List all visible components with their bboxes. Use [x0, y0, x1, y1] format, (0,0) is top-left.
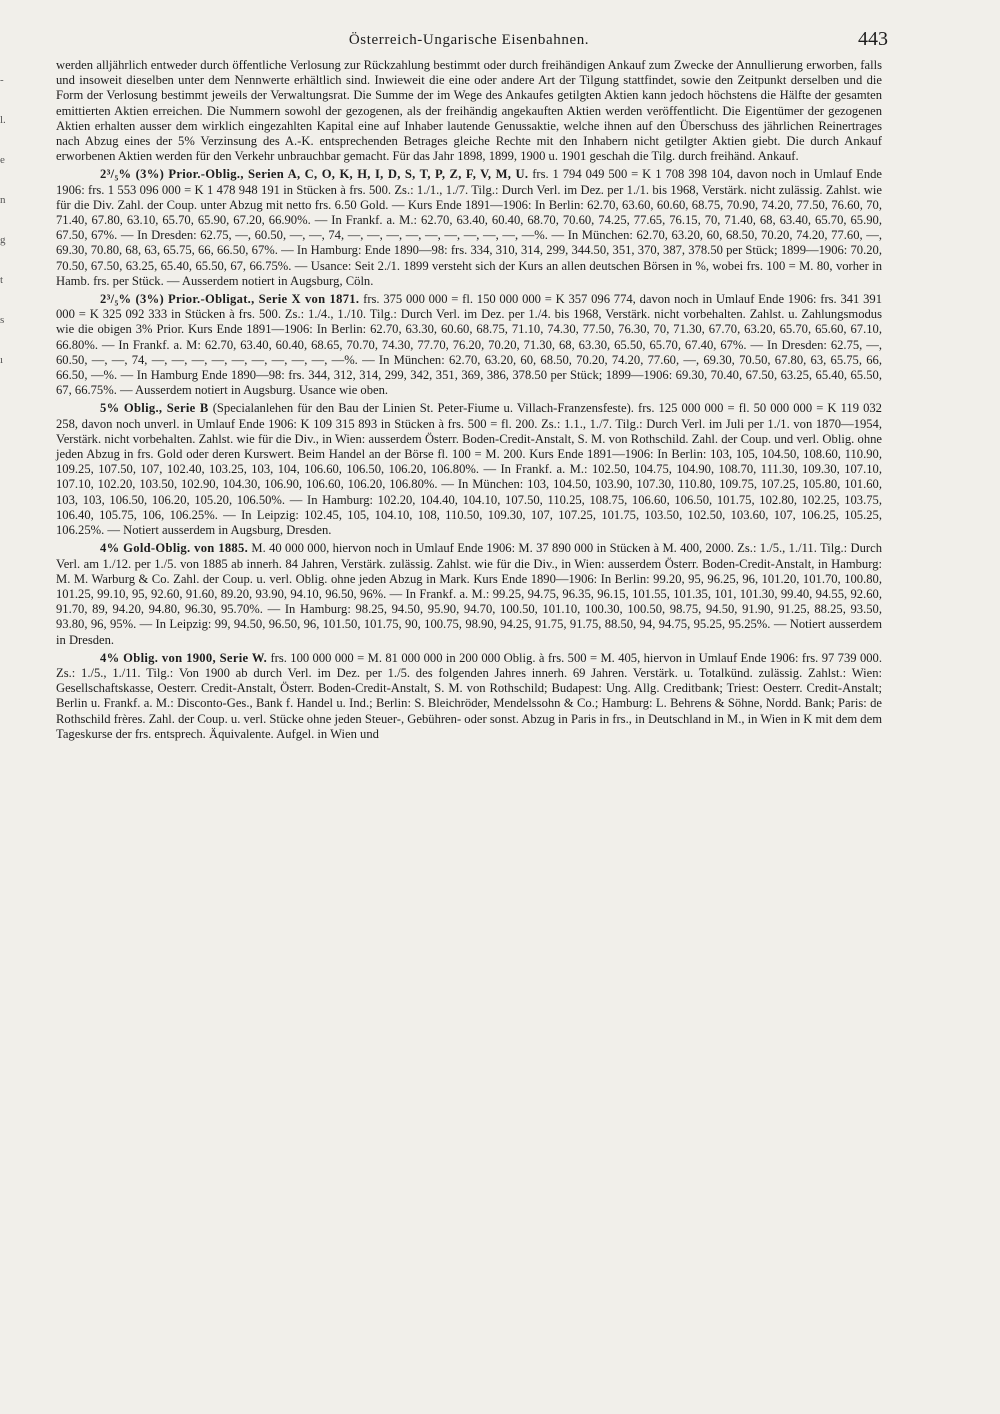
entry-heading: 5% Oblig., Serie B	[100, 401, 209, 416]
body-paragraph	[56, 401, 882, 538]
paragraph-text: frs. 1 794 049 500 = K 1 708 398 104, davon noch in Umlauf Ende 1906: frs. 1 553 096 000 = K 1 478 948 191 in Stücken à frs. 500. Zs.: 1./1., 1./7. Tilg.: Durch Verl. im Dez. per 1./1. bis 1968, Verstärk. nicht zulässig. Zahlst. wie für die Div. Zahl. der Coup. unter Abzug mit netto frs. 6.50 Gold. — Kurs Ende 1891—1906: In Berlin: 62.70, 63.60, 60.60, 68.75, 70.90, 74.20, 77.50, 76.60, 70, 71.40, 67.80, 63.10, 65.70, 65.90, 67.20, 66.90%. — In Frankf. a. M.: 62.70, 63.40, 60.40, 68.70, 70.60, 74.25, 77.65, 76.15, 70, 71.40, 68, 63.40, 65.70, 65.90, 67.50, 67%. — In Dresden: 62.75, —, 60.50, —, —, 74, —, —, —, —, —, —, —, —, —, —%. — In München: 62.70, 63.20, 60, 68.50, 70.20, 74.20, 77.60, —, 69.30, 70.80, 68, 63, 65.75, 66, 66.50, 67%. — In Hamburg: Ende 1890—98: frs. 334, 310, 314, 299, 344.50, 351, 370, 387, 378.50 per Stück; 1899—1906: 70.20, 70.50, 67.50, 63.25, 65.40, 65.50, 67, 66.75%. — Usance: Seit 2./1. 1899 versteht sich der Kurs an allen deutschen Börsen in %, wobei frs. 100 = M. 80, vorher in Hamb. frs. per Stück. — Ausserdem notiert in Augsburg, Cöln.	[56, 167, 882, 288]
paragraph-text: werden alljährlich entweder durch öffentliche Verlosung zur Rückzahlung bestimmt oder durch freihändigen Ankauf zum Zwecke der Annullierung erworben, falls und insoweit dieselben unter dem Nennwerte erhältlich sind. Inwieweit die eine oder andere Art der Tilgung stattfindet, sowie den Zeitpunkt derselben und die Form der Verlosung bestimmt jeweils der Verwaltungsrat. Die Summe der im Wege des Ankaufes getilgten Aktien kann jedoch höchstens die Hälfte der gesamten emittierten Aktien erreichen. Die Nummern sowohl der gezogenen, als der freihändig angekauften Aktien werden veröffentlicht. Die Eigentümer der gezogenen Aktien erhalten ausser dem wirklich eingezahlten Kapital eine auf Inhaber lautende Genussaktie, welche ihnen auf den Überschuss des jährlichen Reinertrages nach Abzug eines der 5% Verzinsung des A.-K. entsprechenden Betrages gleiche Rechte mit den Inhabern nicht getilgter Aktien giebt. Die durch Ankauf erworbenen Aktien werden für den Verkehr unbrauchbar gemacht. Für das Jahr 1898, 1899, 1900 u. 1901 geschah die Tilg. durch freihänd. Ankauf.	[56, 58, 882, 164]
body-paragraph	[56, 58, 882, 164]
body-paragraph	[56, 292, 882, 398]
entry-heading: 4% Gold-Oblig. von 1885.	[100, 541, 249, 556]
paragraph-text: M. 40 000 000, hiervon noch in Umlauf Ende 1906: M. 37 890 000 in Stücken à M. 400, 2000. Zs.: 1./5., 1./11. Tilg.: Durch Verl. am 1./12. per 1./5. von 1885 ab innerh. 84 Jahren, Verstärk. zulässig. Zahlst. wie für die Div., in Wien: ausserdem Österr. Boden-Credit-Anstalt, in Hamburg: M. M. Warburg & Co. Zahl. der Coup. u. verl. Oblig. ohne jeden Abzug in Mark. Kurs Ende 1890—1906: In Berlin: 99.20, 95, 96.25, 96, 101.20, 101.70, 100.80, 101.25, 99.10, 95, 92.60, 91.60, 89.20, 93.90, 94.10, 96.50, 96%. — In Frankf. a. M.: 99.25, 94.75, 96.35, 96.15, 101.55, 101.35, 101, 101.30, 99.40, 94.55, 92.60, 91.70, 89, 94.20, 94.80, 96.30, 95.70%. — In Hamburg: 98.25, 94.50, 95.90, 94.70, 100.50, 101.10, 100.30, 100.50, 98.75, 94.50, 91.90, 91.25, 88.25, 93.50, 93.80, 96, 95%. — In Leipzig: 99, 94.50, 96.50, 96, 101.50, 101.75, 90, 100.75, 98.90, 94.25, 91.75, 91.75, 88.50, 94, 94.75, 95.25, 95.25%. — Notiert ausserdem in Dresden.	[56, 541, 882, 647]
margin-mark: -	[0, 74, 4, 86]
margin-mark: n	[0, 194, 6, 206]
page-number: 443	[858, 28, 888, 50]
entry-heading: 2³/₅% (3%) Prior.-Obligat., Serie X von 1871.	[100, 292, 360, 307]
margin-mark: s	[0, 314, 5, 326]
margin-mark: e	[0, 154, 5, 166]
page-header	[56, 28, 888, 58]
margin-mark: g	[0, 234, 6, 246]
margin-mark: l.	[0, 114, 6, 126]
body-paragraph	[56, 541, 882, 647]
margin-mark: t	[0, 274, 4, 286]
body-paragraph	[56, 167, 882, 289]
body-paragraph	[56, 651, 882, 742]
running-head: Österreich-Ungarische Eisenbahnen.	[348, 32, 590, 48]
entry-heading: 2³/₅% (3%) Prior.-Oblig., Serien A, C, O, K, H, I, D, S, T, P, Z, F, V, M, U.	[100, 167, 529, 182]
book-page	[56, 28, 888, 1398]
page-body	[56, 58, 882, 742]
left-margin-marks	[0, 60, 14, 366]
margin-mark: ı	[0, 354, 4, 366]
paragraph-text: frs. 100 000 000 = M. 81 000 000 in 200 000 Oblig. à frs. 500 = M. 405, hiervon in Umlauf Ende 1906: frs. 97 739 000. Zs.: 1./5., 1./11. Tilg.: Von 1900 ab durch Verl. im Dez. per 1./5. des folgenden Jahres innerh. 69 Jahren. Verstärk. u. Totalkünd. zulässig. Zahlst.: Wien: Gesellschaftskasse, Oesterr. Credit-Anstalt, Österr. Boden-Credit-Anstalt, S. M. von Rothschild; Budapest: Ung. Allg. Creditbank; Triest: Oesterr. Credit-Anstalt; Berlin u. Frankf. a. M.: Disconto-Ges., Bank f. Handel u. Ind.; Berlin: S. Bleichröder, Mendelssohn & Co.; Hamburg: L. Behrens & Söhne, Nordd. Bank; Paris: de Rothschild frères. Zahl. der Coup. u. verl. Stücke ohne jeden Steuer-, Gebühren- oder sonst. Abzug in Paris in frs., in Deutschland in M., in Wien in K mit dem dem Tageskurse der frs. entsprech. Äquivalente. Aufgel. in Wien und	[56, 650, 883, 741]
paragraph-text: (Specialanlehen für den Bau der Linien St. Peter-Fiume u. Villach-Franzensfeste). frs. 125 000 000 = fl. 50 000 000 = K 119 032 258, davon noch unverl. in Umlauf Ende 1906: K 109 315 893 in Stücken à frs. 500 = fl. 200. Zs.: 1.1., 1./7. Tilg.: Durch Verl. im Juli per 1./1. von 1870—1954, Verstärk. nicht vorbehalten. Zahlst. wie für die Div., in Wien: ausserdem Österr. Boden-Credit-Anstalt, S. M. von Rothschild. Zahl. der Coup. und verl. Oblig. ohne jeden Abzug in frs. Gold oder deren Kurswert. Beim Handel an der Börse fl. 100 = M. 200. Kurs Ende 1891—1906: In Berlin: 103, 105, 104.50, 108.60, 110.90, 109.25, 107.50, 107, 102.40, 103.25, 103, 104, 106.60, 106.50, 106.20, 106.80%. — In Frankf. a. M.: 102.50, 104.75, 104.90, 108.70, 111.30, 109.30, 107.10, 107.10, 102.20, 103.50, 102.90, 104.30, 106.90, 106.60, 106.20, 106.80%. — In München: 103, 104.50, 103.90, 107.30, 110.80, 109.75, 107.25, 105.80, 101.60, 103, 103, 106.50, 106.20, 105.20, 106.50%. — In Hamburg: 102.20, 104.40, 104.10, 107.50, 110.25, 108.75, 106.60, 106.50, 101.75, 102.80, 102.25, 103.75, 106.40, 105.75, 106, 106.25%. — In Leipzig: 102.45, 105, 104.10, 108, 110.50, 109.30, 107, 107.25, 101.75, 103.50, 102.50, 103.60, 107, 106.25, 105.25, 106.25%. — Notiert ausserdem in Augsburg, Dresden.	[56, 401, 882, 538]
paragraph-text: frs. 375 000 000 = fl. 150 000 000 = K 357 096 774, davon noch in Umlauf Ende 1906: frs. 341 391 000 = K 325 092 333 in Stücken à frs. 500. Zs.: 1./4., 1./10. Tilg.: Durch Verl. im Dez. per 1./4. bis 1968, Verstärk. nicht vorbehalten. Zahlst. u. Zahlungsmodus wie die obigen 3% Prior. Kurs Ende 1891—1906: In Berlin: 62.70, 63.30, 60.60, 68.75, 71.10, 74.30, 77.50, 76.30, 70, 71.30, 67.70, 63.20, 65.70, 65.60, 67.10, 66.80%. — In Frankf. a. M: 62.70, 63.40, 60.40, 68.65, 70.70, 74.30, 77.70, 76.20, 70.20, 71.30, 68, 63.30, 65.50, 65.70, 67.40, 67%. — In Dresden: 62.75, —, 60.50, —, —, 74, —, —, —, —, —, —, —, —, —, —%. — In München: 62.70, 63.20, 60, 68.50, 70.20, 74.20, 77.60, —, 69.30, 70.50, 67.80, 63, 65.75, 66, 66.50, —%. — In Hamburg Ende 1890—98: frs. 344, 312, 314, 299, 342, 351, 369, 386, 378.50 per Stück; 1899—1906: 69.30, 70.40, 67.50, 63.25, 65.40, 65.50, 67, 66.75%. — Ausserdem notiert in Augsburg. Usance wie oben.	[56, 292, 882, 398]
entry-heading: 4% Oblig. von 1900, Serie W.	[100, 650, 268, 665]
